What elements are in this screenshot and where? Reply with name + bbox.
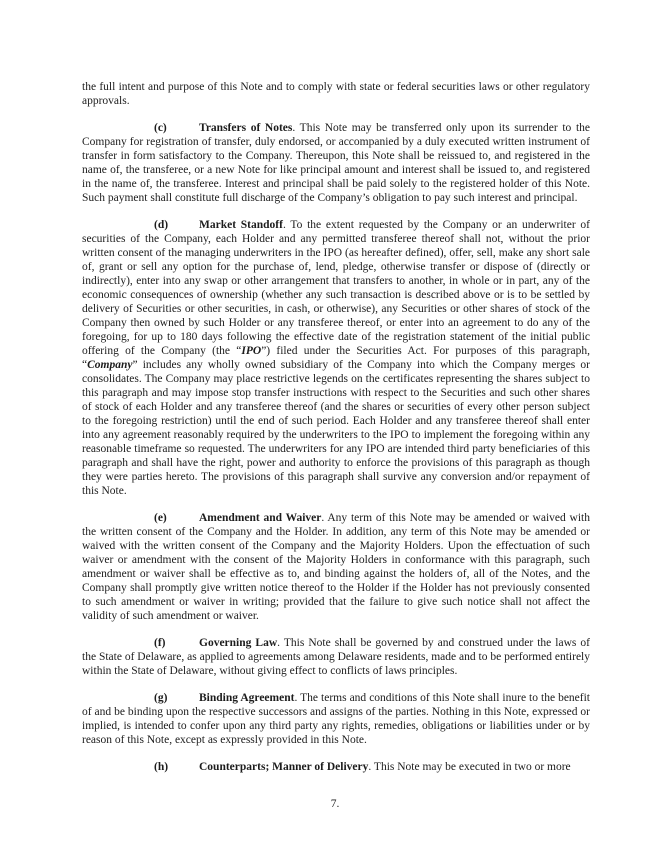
section-body: . This Note shall be governed by and construed under the laws of the State of Delaware, as applied to agreements among Delaware residents, made and to be performed entirely within the State of Delaware, without giving effect to conflicts of laws principles. (82, 637, 590, 677)
section-title: Market Standoff (199, 219, 283, 231)
section-body: . This Note may be transferred only upon its surrender to the Company for registration of transfer, duly endorsed, or accompanied by a duly executed written instrument of transfer in form satisfactory to the Company. Thereupon, this Note shall be reissued to, and registered in the name of, the transferee, or a new Note for like principal amount and interest shall be issued to, and registered in the name of, the transferee. Interest and principal shall be paid solely to the registered holder of this Note. Such payment shall constitute full discharge of the Company’s obligation to pay such interest and principal. (82, 122, 590, 204)
section-body: . To the extent requested by the Company or an underwriter of securities of the Company, each Holder and any permitted transferee thereof shall not, without the prior written consent of the managing underwriters in the IPO (as hereafter defined), offer, sell, make any short sale of, grant or sell any option for the purchase of, lend, pledge, otherwise transfer or dispose of (directly or indirectly), enter into any swap or other arrangement that transfers to another, in whole or in part, any of the economic consequences of ownership (whether any such transaction is described above or is to be settled by delivery of Securities or other securities, in cash, or otherwise), any Securities or other shares of stock of the Company then owned by such Holder or any transferee thereof, or enter into an agreement to do any of the foregoing, for up to 180 days following the effective date of the registration statement of the initial public offering of the Company (the “IPO”) filed under the Securities Act. For purposes of this paragraph, “Company” includes any wholly owned subsidiary of the Company into which the Company merges or consolidates. The Company may place restrictive legends on the certificates representing the shares subject to this paragraph and may impose stop transfer instructions with respect to the Securities and such other shares of stock of each Holder and any transferee thereof (and the shares or securities of every other person subject to the foregoing restriction) until the end of such period. Each Holder and any transferee thereof shall enter into any agreement reasonably required by the underwriters to the IPO to implement the foregoing within any reasonable timeframe so requested. The underwriters for any IPO are intended third party beneficiaries of this paragraph and shall have the right, power and authority to enforce the provisions of this paragraph as though they were parties hereto. The provisions of this paragraph shall survive any conversion and/or repayment of this Note. (82, 219, 590, 497)
section-market-standoff (82, 218, 590, 498)
section-label: (f) (154, 637, 166, 649)
section-title: Governing Law (199, 637, 278, 649)
section-body: . This Note may be executed in two or more (368, 761, 571, 773)
section-transfers-of-notes (82, 121, 590, 205)
section-body: . The terms and conditions of this Note shall inure to the benefit of and be binding upon the respective successors and assigns of the parties. Nothing in this Note, expressed or implied, is intended to confer upon any third party any rights, remedies, obligations or liabilities under or by reason of this Note, except as expressly provided in this Note. (82, 692, 591, 746)
section-label: (g) (154, 692, 168, 704)
section-label: (h) (154, 761, 169, 773)
section-binding-agreement (82, 691, 590, 747)
section-amendment-and-waiver (82, 511, 590, 623)
section-title: Amendment and Waiver (199, 512, 322, 524)
section-governing-law (82, 636, 590, 678)
section-title: Transfers of Notes (199, 122, 293, 134)
section-counterparts-manner-of-delivery (82, 760, 590, 774)
section-title: Binding Agreement (199, 692, 295, 704)
section-label: (c) (154, 122, 167, 134)
page-number: 7. (330, 798, 340, 810)
section-label: (d) (154, 219, 169, 231)
paragraph-continuation-text: the full intent and purpose of this Note and to comply with state or federal securities laws or other regulatory approvals. (82, 81, 590, 107)
paragraph-continuation (82, 80, 590, 108)
section-body: . Any term of this Note may be amended or waived with the written consent of the Company and the Holder. In addition, any term of this Note may be amended or waived with the written consent of the Company and the Majority Holders. Upon the effectuation of such waiver or amendment with the consent of the Majority Holders in conformance with this paragraph, such amendment or waiver shall be effective as to, and binding against the holders of, all of the Notes, and the Company shall promptly give written notice thereof to the Holder if the Holder has not previously consented to such amendment or waiver in writing; provided that the failure to give such notice shall not affect the validity of such amendment or waiver. (82, 512, 590, 622)
section-title: Counterparts; Manner of Delivery (199, 761, 369, 773)
section-label: (e) (154, 512, 167, 524)
